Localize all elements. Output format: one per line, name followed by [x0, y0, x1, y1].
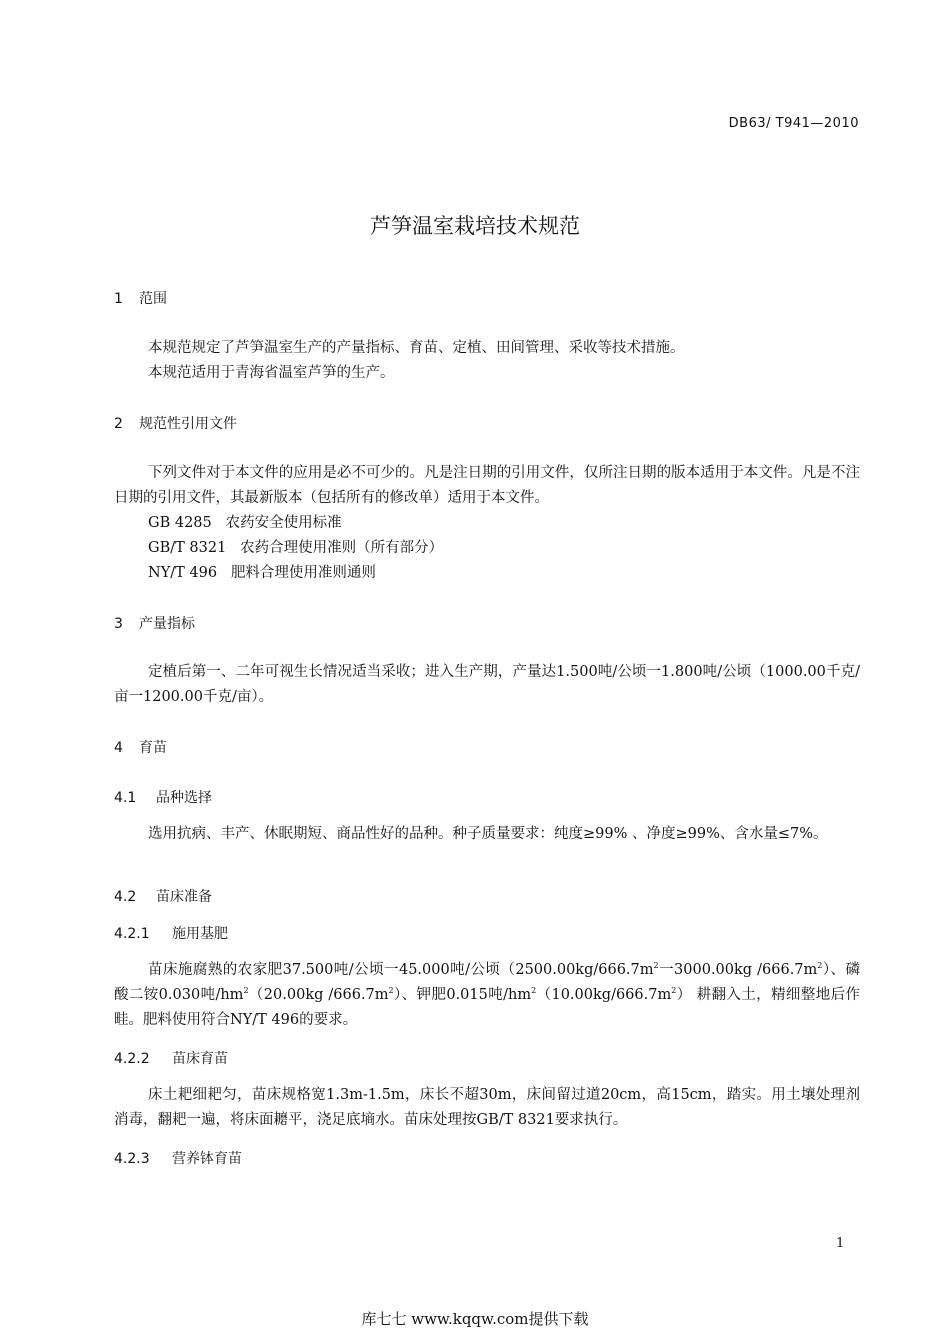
- section-1-paragraph-1: 本规范规定了芦笋温室生产的产量指标、育苗、定植、田间管理、采收等技术措施。: [148, 340, 685, 356]
- section-number: 4.2.2: [114, 1051, 150, 1067]
- reference-item: [148, 511, 342, 536]
- section-number: 4.2: [114, 889, 137, 905]
- section-1-heading: [114, 288, 167, 308]
- section-2-heading: [114, 413, 237, 433]
- section-number: 4.2.3: [114, 1151, 150, 1167]
- reference-code: GB/T 8321: [148, 540, 227, 556]
- section-4-2-heading: [114, 886, 212, 906]
- reference-item: [148, 536, 443, 561]
- footer-watermark-text: 库七七 www.kqqw.com提供下载: [361, 1310, 589, 1328]
- document-title: 芦笋温室栽培技术规范: [370, 214, 580, 238]
- section-1-paragraph-2: 本规范适用于青海省温室芦笋的生产。: [148, 365, 395, 381]
- section-number: 1: [114, 291, 123, 307]
- section-4-heading: [114, 737, 167, 757]
- section-2-paragraph-1: 下列文件对于本文件的应用是必不可少的。凡是注日期的引用文件，仅所注日期的版本适用于本文件。凡是不注日期的引用文件，其最新版本（包括所有的修改单）适用于本文件。: [114, 465, 860, 506]
- section-title: 品种选择: [156, 790, 212, 806]
- section-title: 产量指标: [139, 616, 195, 632]
- section-number: 3: [114, 616, 123, 632]
- section-number: 4: [114, 740, 123, 756]
- section-4-2-2-heading: [114, 1048, 228, 1068]
- section-3-heading: [114, 613, 195, 633]
- section-4-1-paragraph-1: 选用抗病、丰产、休眠期短、商品性好的品种。种子质量要求：纯度≥99% 、净度≥99%、含水量≤7%。: [148, 826, 828, 842]
- section-title: 苗床准备: [156, 889, 212, 905]
- section-number: 4.2.1: [114, 926, 150, 942]
- page-number: 1: [836, 1236, 845, 1251]
- section-title: 育苗: [139, 740, 167, 756]
- document-code: DB63/ T941—2010: [728, 116, 859, 131]
- section-4-2-1-heading: [114, 923, 228, 943]
- section-4-2-1-paragraph-1: 苗床施腐熟的农家肥37.500吨/公顷一45.000吨/公顷（$2500.00kg/666.7m^2$一3000.00kg $/666.7m^2$）、磷酸二铵0.030吨$/hm^2(20.00kg$ $/666.7m^2$）、钾肥0.015吨$/hm^2(10.00kg/666.7m^2)$ 耕翻入土，精细整地后作畦。肥料使用符合NY/T 496的要求。: [114, 961, 860, 1028]
- reference-name: 肥料合理使用准则通则: [230, 565, 376, 581]
- section-number: 2: [114, 416, 123, 432]
- section-4-2-3-heading: [114, 1148, 242, 1168]
- section-4-2-2-paragraph-1: 床土耙细耙匀，苗床规格宽1.3m-1.5m，床长不超30m，床间留过道20cm，高15cm，踏实。用土壤处理剂消毒，翻耙一遍，将床面耱平，浇足底墒水。苗床处理按GB/T 8321要求执行。: [114, 1087, 860, 1128]
- section-title: 施用基肥: [172, 926, 228, 942]
- reference-name: 农药安全使用标准: [225, 515, 342, 531]
- section-3-paragraph-1: 定植后第一、二年可视生长情况适当采收；进入生产期，产量达1.500吨/公顷一1.800吨/公顷（1000.00千克/亩一1200.00千克/亩）。: [114, 664, 860, 705]
- reference-item: [148, 561, 376, 586]
- section-title: 营养钵育苗: [172, 1151, 242, 1167]
- reference-code: GB 4285: [148, 515, 212, 531]
- section-title: 规范性引用文件: [139, 416, 237, 432]
- reference-name: 农药合理使用准则（所有部分）: [240, 540, 444, 556]
- reference-code: NY/T 496: [148, 565, 218, 581]
- section-4-1-heading: [114, 787, 212, 807]
- section-title: 范围: [139, 291, 167, 307]
- section-number: 4.1: [114, 790, 137, 806]
- section-title: 苗床育苗: [172, 1051, 228, 1067]
